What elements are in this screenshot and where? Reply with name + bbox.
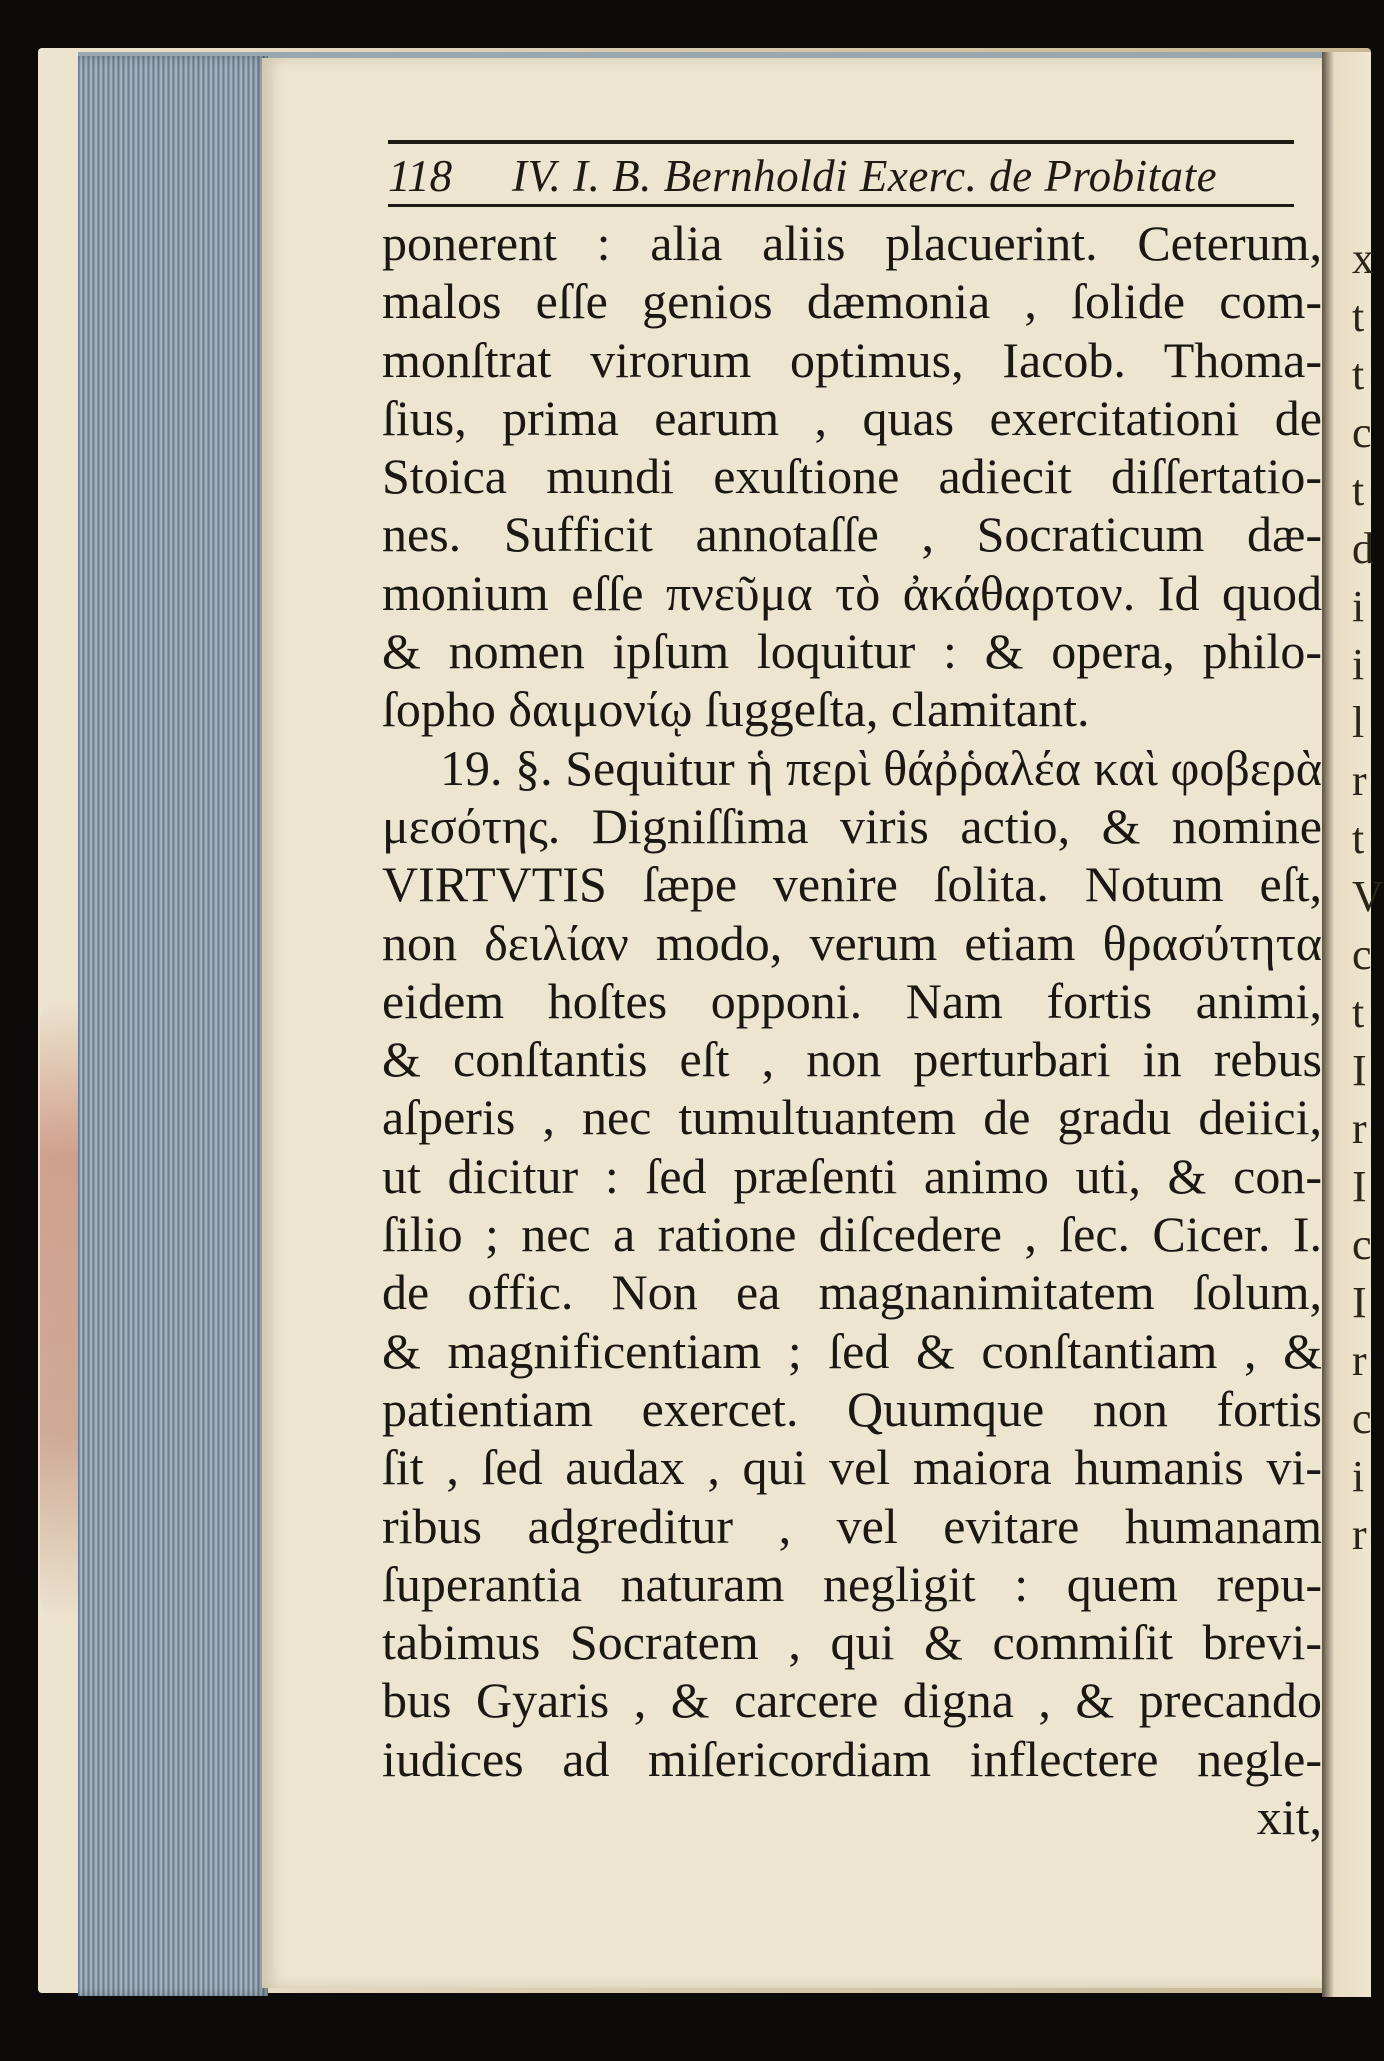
text-line: iudices ad miſericordiam inflectere negle- [382,1730,1322,1787]
text-line: non δειλίαν modo, verum etiam θρασύτητα [382,914,1322,971]
text-line: ſius, prima earum , quas exercitationi de [382,389,1322,446]
text-line: μεσότης. Digniſſima viris actio, & nomine [382,797,1322,854]
catchword: xit, [1256,1789,1322,1846]
text-line: aſperis , nec tumultuantem de gradu deiici, [382,1089,1322,1146]
text-line: Stoica mundi exuſtione adiecit diſſertatio- [382,448,1322,505]
text-line: nes. Sufficit annotaſſe , Socraticum dæ- [382,506,1322,563]
text-line: eidem hoſtes opponi. Nam fortis animi, [382,972,1322,1029]
text-line: ut dicitur : ſed præſenti animo uti, & con- [382,1147,1322,1204]
text-line: tabimus Socratem , qui & commiſit brevi- [382,1614,1322,1671]
text-line: ſit , ſed audax , qui vel maiora humanis vi- [382,1439,1322,1496]
text-line: VIRTVTIS ſæpe venire ſolita. Notum eſt, [382,856,1322,913]
section-start-line: 19. §. Sequitur ἡ περὶ θάῤῥαλέα καὶ φοβερὰ [440,739,1322,796]
text-line: ſopho δαιμονίῳ ſuggeſta, clamitant. [382,681,1090,738]
facing-page-text-fragment: x t t c t d i i l r t V c t I r I c I r c i r [1352,234,1384,1559]
page-block-fore-edge [78,56,268,1996]
running-title: IV. I. B. Bernholdi Exerc. de Probitate [512,151,1218,201]
text-line: ſuperantia naturam negligit : quem repu- [382,1555,1322,1612]
text-line: ribus adgreditur , vel evitare humanam [382,1497,1322,1554]
text-line: & nomen ipſum loquitur : & opera, philo- [382,623,1322,680]
text-line: & conſtantis eſt , non perturbari in rebus [382,1031,1322,1088]
text-line: monſtrat virorum optimus, Iacob. Thoma- [382,331,1322,388]
text-line: & magnificentiam ; ſed & conſtantiam , & [382,1322,1322,1379]
text-line: monium eſſe πνεῦμα τὸ ἀκάθαρτον. Id quod [382,564,1322,621]
text-line: bus Gyaris , & carcere digna , & precando [382,1672,1322,1729]
page-body-text [382,214,1322,1846]
running-header [388,140,1294,207]
text-line: ponerent : alia aliis placuerint. Ceterum, [382,215,1322,271]
text-line: de offic. Non ea magnanimitatem ſolum, [382,1264,1322,1321]
text-line: malos eſſe genios dæmonia , ſolide com- [382,273,1322,330]
text-line: patientiam exercet. Quumque non fortis [382,1380,1322,1437]
text-line: ſilio ; nec a ratione diſcedere , ſec. Cicer. I. [382,1206,1322,1263]
page-number: 118 [388,151,453,201]
